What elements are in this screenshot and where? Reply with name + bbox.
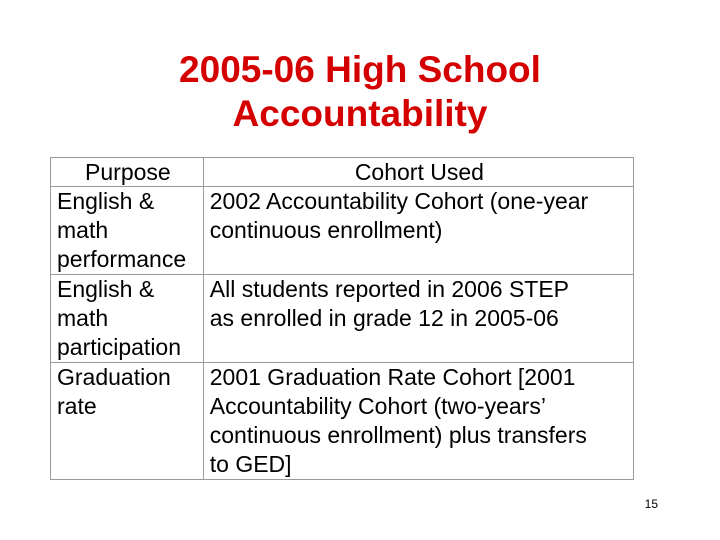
cohort-text: continuous enrollment)	[209, 217, 443, 243]
cohort-text: continuous enrollment) plus transfers	[209, 422, 587, 448]
purpose-text: math	[57, 305, 109, 331]
purpose-cell	[51, 363, 204, 480]
cohort-table	[50, 157, 634, 480]
cohort-cell	[203, 187, 633, 275]
cohort-cell	[203, 363, 633, 480]
purpose-cell	[51, 275, 204, 363]
cohort-text: as enrolled in grade 12 in 2005-06	[209, 305, 559, 331]
cohort-text: All students reported in 2006 STEP	[209, 276, 570, 302]
purpose-text: performance	[57, 246, 187, 272]
header-cohort-used: Cohort Used	[203, 158, 633, 187]
purpose-text: English &	[57, 276, 155, 302]
table-row	[51, 363, 634, 480]
cohort-text: to GED]	[209, 451, 292, 477]
purpose-text: Graduation	[57, 364, 171, 390]
purpose-text: participation	[57, 334, 182, 360]
purpose-text: English &	[57, 188, 155, 214]
purpose-text: rate	[57, 393, 97, 419]
slide-title-line-1: 2005-06 High School	[179, 49, 541, 90]
slide-title	[0, 48, 720, 136]
header-purpose: Purpose	[51, 158, 204, 187]
page-number: 15	[644, 497, 658, 511]
cohort-text: 2002 Accountability Cohort (one-year	[209, 188, 589, 214]
table-row	[51, 187, 634, 275]
cohort-text: Accountability Cohort (two-years’	[209, 393, 546, 419]
cohort-text: 2001 Graduation Rate Cohort [2001	[209, 364, 576, 390]
purpose-cell	[51, 187, 204, 275]
cohort-cell	[203, 275, 633, 363]
table-row	[51, 275, 634, 363]
slide-title-line-2: Accountability	[232, 93, 488, 134]
table-header-row	[51, 158, 634, 187]
purpose-text: math	[57, 217, 109, 243]
